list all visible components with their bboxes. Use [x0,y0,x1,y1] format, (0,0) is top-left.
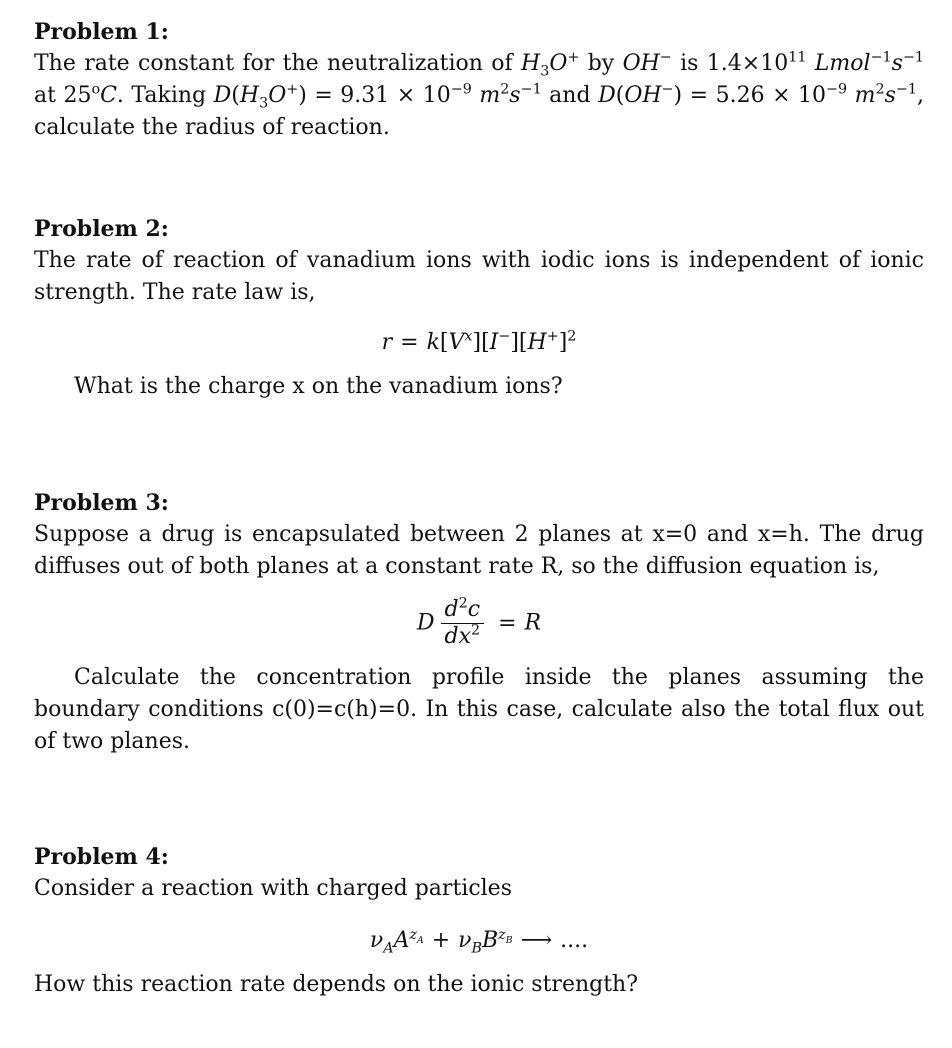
problem-4 [34,841,924,1001]
problem-3-intro: Suppose a drug is encapsulated between 2 planes at x=0 and x=h. The drug diffuses out of both planes at a constant rate R, so the diffusion equation is, [34,522,924,579]
problem-3-question: Calculate the concentration profile inside the planes assuming the boundary conditions c(0)=c(h)=0. In this case, calculate also the total flux out of two planes. [34,665,924,754]
rate-law-equation: $r = k[V^x][I^-][H^+]^2$ [381,328,577,355]
problem-2-question: What is the charge x on the vanadium ions? [74,374,563,399]
problem-2-intro: The rate of reaction of vanadium ions with iodic ions is independent of ionic strength. The rate law is, [34,248,924,305]
problem-4-intro: Consider a reaction with charged particles [34,876,512,901]
p1-k-exponent: 11 [788,49,807,66]
p1-text-a: The rate constant for the neutralization of [34,51,522,76]
p1-text-e: . Taking [116,83,214,108]
p1-d2-exponent: −9 [826,81,848,98]
problem-2 [34,213,924,403]
problem-4-question: How this reaction rate depends on the ionic strength? [34,972,639,997]
problem-4-title: Problem 4: [34,844,169,870]
reaction-equation: $\nu_AA^{z_A} + \nu_BB^{z_B}$ ⟶ .... [369,926,589,957]
problem-1-statement: The rate constant for the neutralization of $H_3O^+$ by OH− is $1.4\times 10^{11}$ $Lmol^{-1}s^{-1}$ at 25$^o$C. Taking $D(H_3O^+) = 9.31 \times 10^{-9}$ $m^2s^{-1}$ and $D(OH^-) = 5.26 \times 10^{-9}$ $m^2s^{-1}$, calculate the radius of reaction. [34,49,925,140]
problem-3-title: Problem 3: [34,490,169,516]
p1-d1-exponent: −9 [450,81,472,98]
diffusion-equation: D $\frac{d^2c}{dx^2}$ = R [416,595,542,649]
p1-d2-value: 5.26 × 10 [715,83,827,108]
p1-text-c: is 1.4×10 [671,51,789,76]
problem-3 [34,487,924,758]
p1-text-f: and [541,83,599,108]
problem-1-title: Problem 1: [34,19,169,45]
problem-1 [34,16,924,144]
p1-text-g: , calculate the radius of reaction. [34,83,924,140]
p1-text-d: at 25 [34,83,92,108]
p1-text-b: by [579,51,623,76]
p1-d1-value: 9.31 × 10 [340,83,451,108]
problem-2-title: Problem 2: [34,216,169,242]
